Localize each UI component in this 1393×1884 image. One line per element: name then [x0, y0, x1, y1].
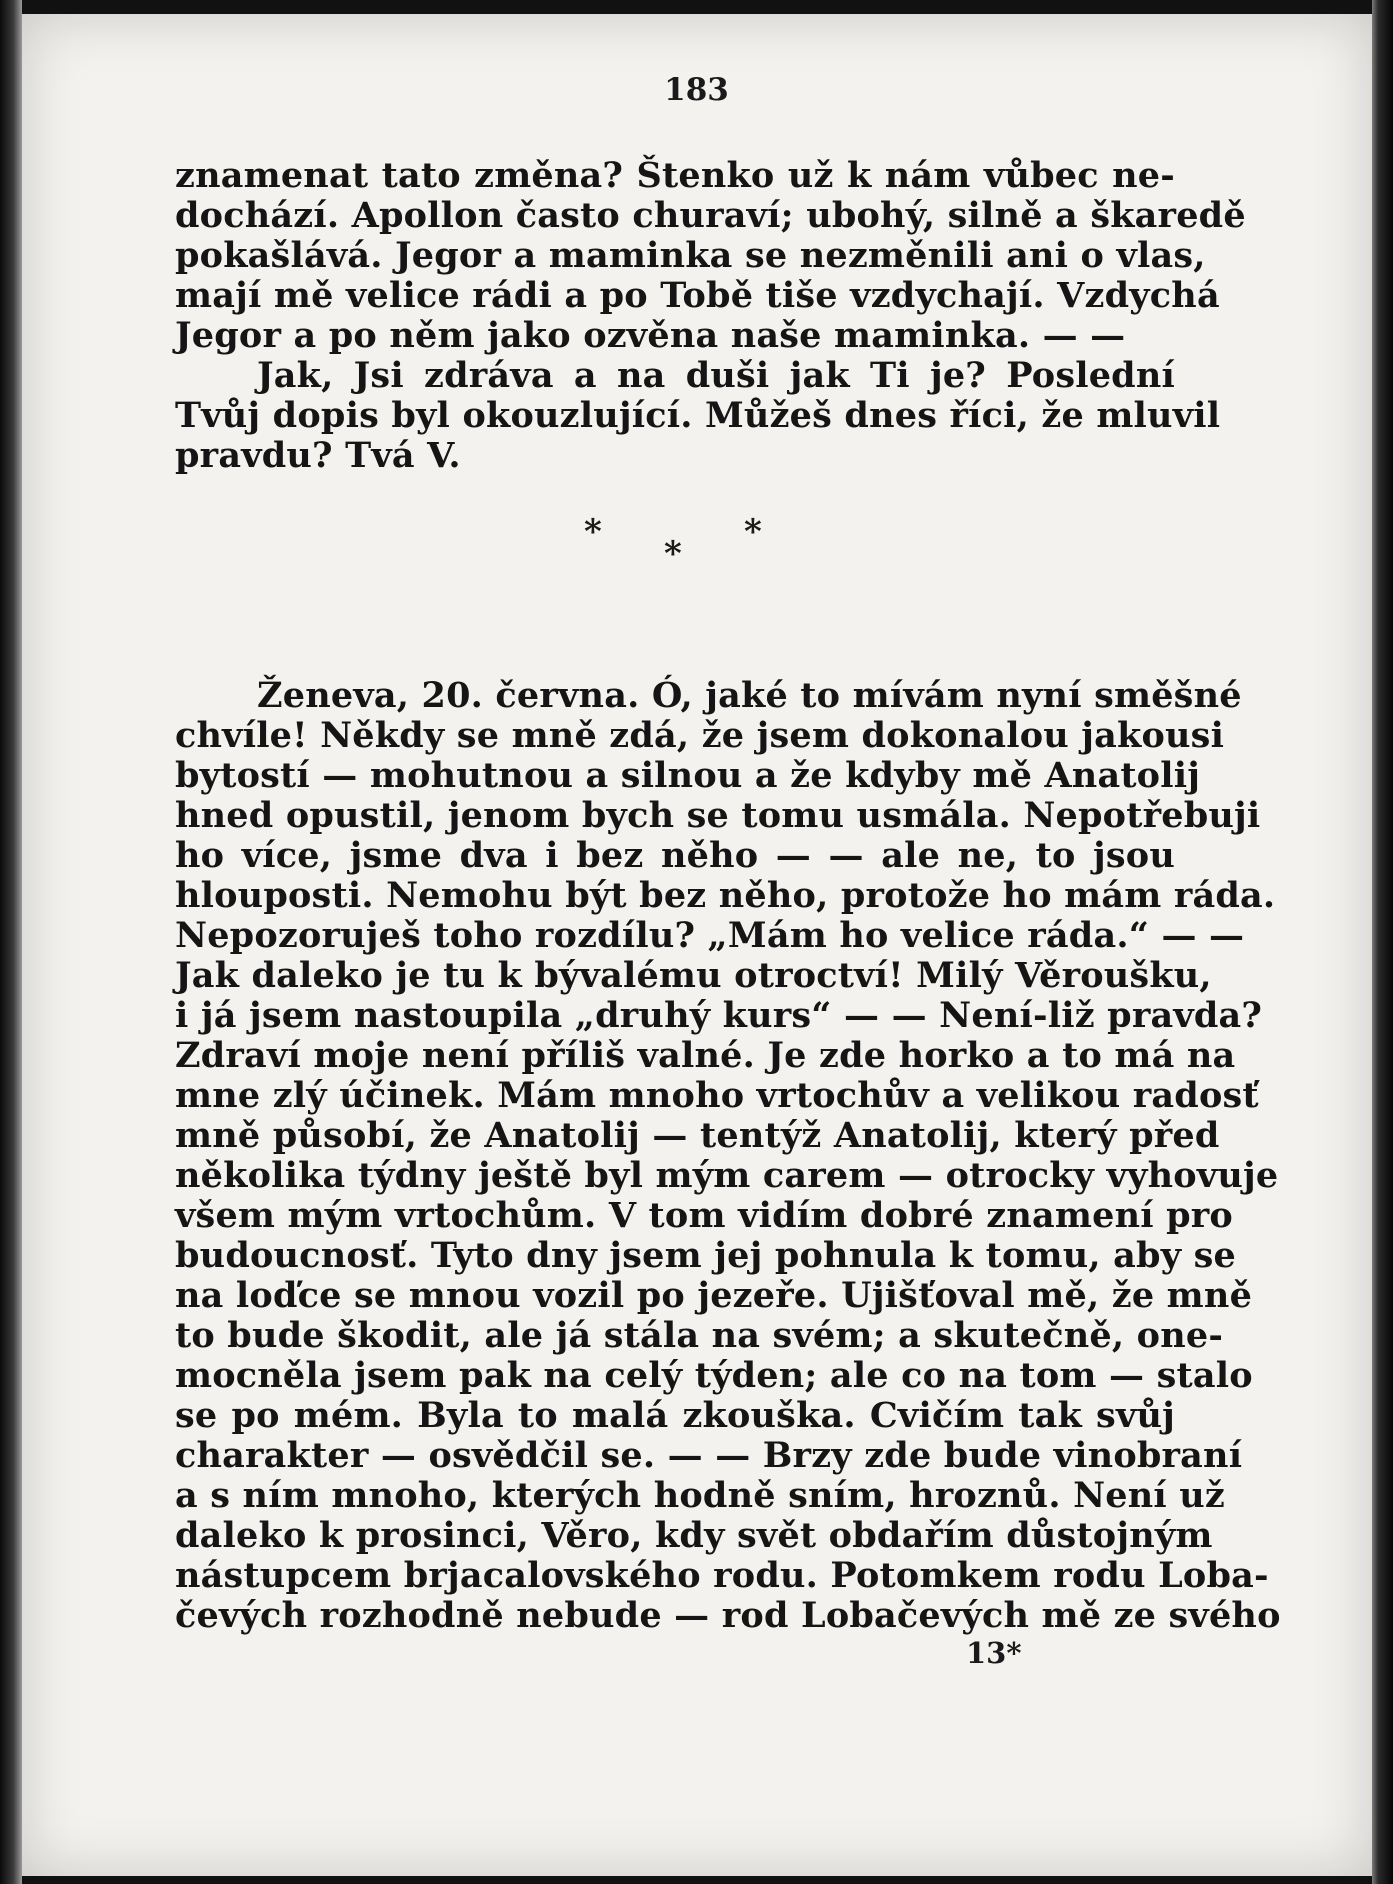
text-line: na loďce se mnou vozil po jezeře. Ujišťoval mě, že mně — [175, 1275, 1253, 1316]
text-line: mají mě velice rádi a po Tobě tiše vzdychají. Vzdychá — [175, 275, 1220, 316]
book-spine-shadow — [0, 0, 22, 1884]
text-line: Jak daleko je tu k bývalému otroctví! Milý Věroušku, — [175, 955, 1212, 996]
text-line: Jegor a po něm jako ozvěna naše maminka. — — — [175, 315, 1126, 356]
text-line: daleko k prosinci, Věro, kdy svět obdařím důstojným — [175, 1515, 1213, 1556]
paragraph — [175, 155, 1246, 356]
text-line: znamenat tato změna? Štenko už k nám vůbec ne- — [175, 155, 1175, 196]
paragraph — [175, 355, 1221, 476]
text-line: pravdu? Tvá V. — [175, 435, 461, 476]
text-line: nástupcem brjacalovského rodu. Potomkem rodu Loba- — [175, 1555, 1269, 1596]
page-number: 183 — [664, 72, 729, 108]
text-line: Jak, Jsi zdráva a na duši jak Ti je? Poslední — [257, 355, 1175, 396]
paragraph — [175, 675, 1281, 1636]
text-line: budoucnosť. Tyto dny jsem jej pohnula k tomu, aby se — [175, 1235, 1236, 1276]
page-edge-shadow — [1372, 0, 1393, 1884]
text-line: Zdraví moje není příliš valné. Je zde horko a to má na — [175, 1035, 1236, 1076]
body-text — [175, 155, 1281, 1636]
text-line: charakter — osvědčil se. — — Brzy zde bude vinobraní — [175, 1435, 1243, 1476]
text-line: i já jsem nastoupila „druhý kurs“ — — Není-liž pravda? — [175, 995, 1263, 1036]
signature-mark: 13* — [966, 1636, 1022, 1670]
divider-star: * — [584, 512, 602, 552]
text-line: bytostí — mohutnou a silnou a že kdyby mě Anatolij — [175, 755, 1201, 796]
text-line: Nepozoruješ toho rozdílu? „Mám ho velice ráda.“ — — — [175, 915, 1245, 956]
text-line: dochází. Apollon často churaví; ubohý, silně a škaredě — [175, 195, 1246, 236]
text-line: to bude škodit, ale já stála na svém; a skutečně, one- — [175, 1315, 1224, 1356]
section-divider — [0, 512, 1393, 572]
divider-star: * — [744, 512, 762, 552]
divider-star: * — [664, 534, 682, 574]
section-gap — [175, 476, 1175, 676]
text-line: hned opustil, jenom bych se tomu usmála. Nepotřebuji — [175, 795, 1261, 836]
text-line: hlouposti. Nemohu být bez něho, protože ho mám ráda. — [175, 875, 1276, 916]
text-line: Ženeva, 20. června. Ó, jaké to mívám nyní směšné — [257, 675, 1242, 716]
text-line: a s ním mnoho, kterých hodně sním, hroznů. Není už — [175, 1475, 1226, 1516]
text-line: mne zlý účinek. Mám mnoho vrtochův a velikou radosť — [175, 1075, 1259, 1116]
text-line: ho více, jsme dva i bez něho — — ale ne, to jsou — [175, 835, 1175, 876]
text-line: mně působí, že Anatolij — tentýž Anatolij, který před — [175, 1115, 1220, 1156]
text-line: všem mým vrtochům. V tom vidím dobré znamení pro — [175, 1195, 1233, 1236]
text-line: čevých rozhodně nebude — rod Lobačevých mě ze svého — [175, 1595, 1281, 1636]
text-line: několika týdny ještě byl mým carem — otrocky vyhovuje — [175, 1155, 1279, 1196]
text-line: mocněla jsem pak na celý týden; ale co na tom — stalo — [175, 1355, 1253, 1396]
text-line: se po mém. Byla to malá zkouška. Cvičím tak svůj — [175, 1395, 1175, 1436]
text-line: chvíle! Někdy se mně zdá, že jsem dokonalou jakousi — [175, 715, 1225, 756]
text-line: Tvůj dopis byl okouzlující. Můžeš dnes říci, že mluvil — [175, 395, 1221, 436]
text-line: pokašlává. Jegor a maminka se nezměnili ani o vlas, — [175, 235, 1206, 276]
